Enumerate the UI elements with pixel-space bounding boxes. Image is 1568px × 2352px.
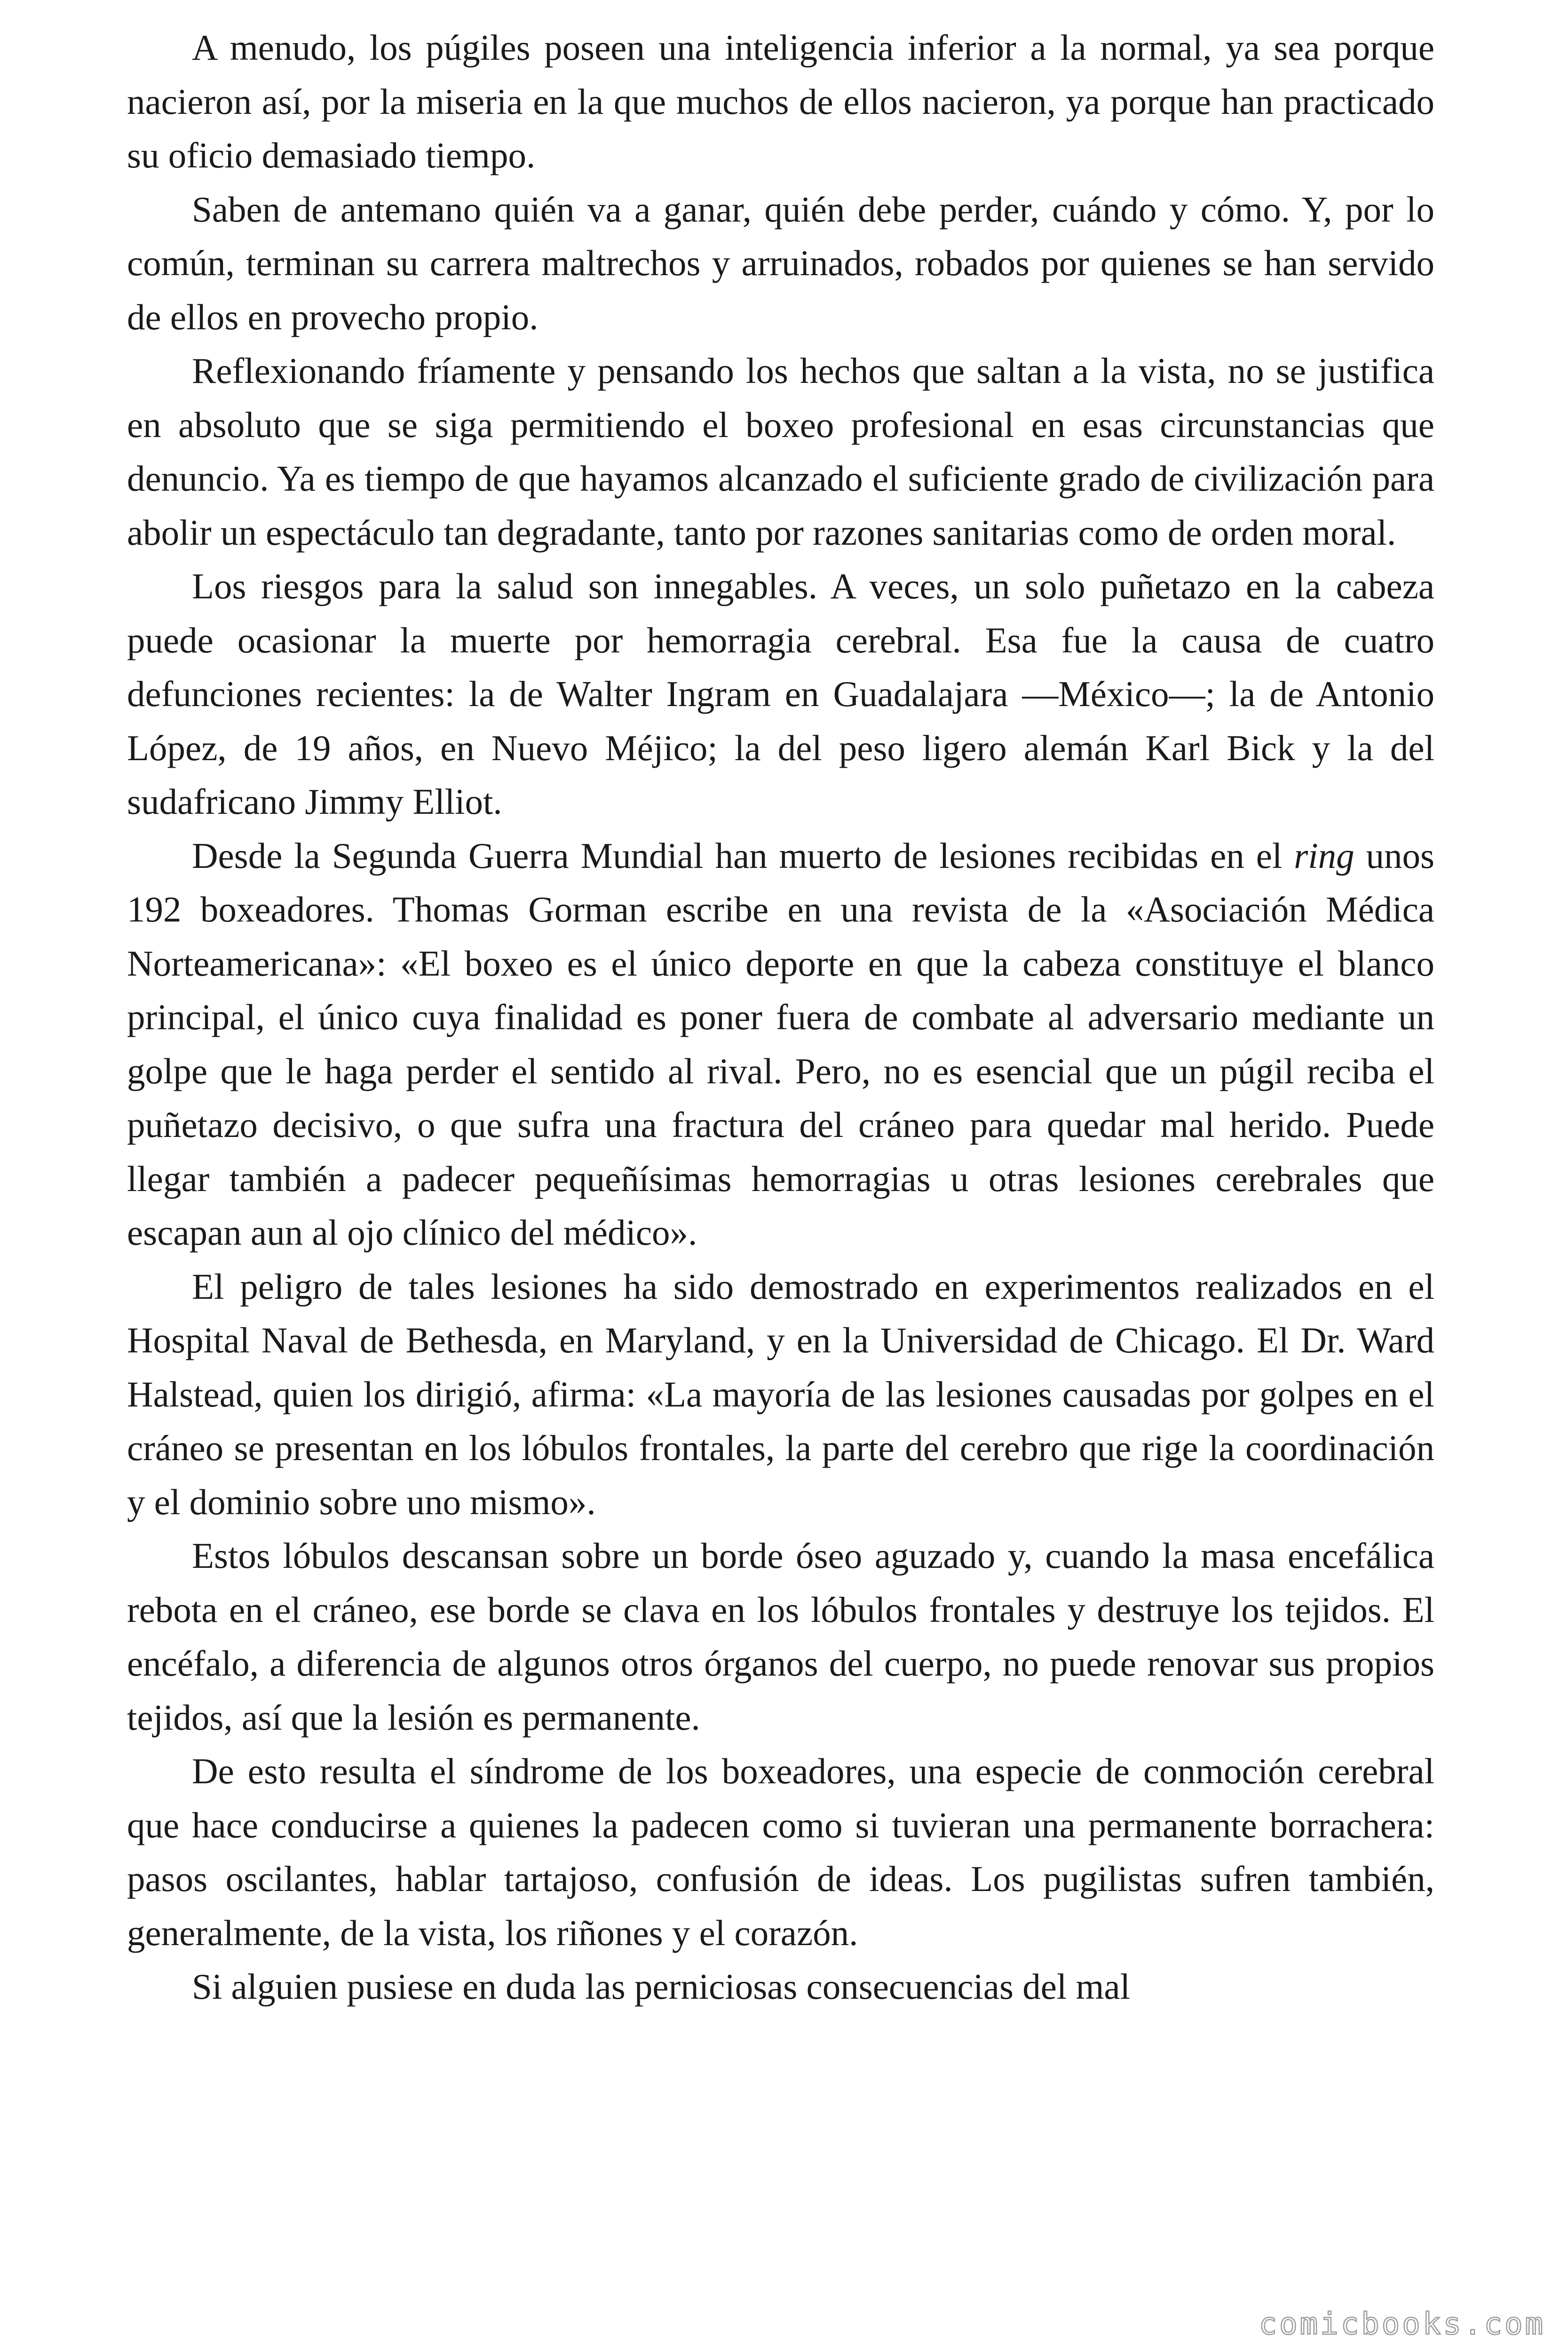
document-page bbox=[127, 21, 1434, 2014]
paragraph-5-part-1: Desde la Segunda Guerra Mundial han muerto de lesiones recibidas en el bbox=[192, 835, 1294, 876]
paragraph-8: De esto resulta el síndrome de los boxeadores, una especie de conmoción cerebral que hace conducirse a quienes la padecen como si tuvieran una permanente borrachera: pasos oscilantes, hablar tartajoso, confusión de ideas. Los pugilistas sufren también, generalmente, de la vista, los riñones y el corazón. bbox=[127, 1751, 1434, 1953]
paragraph-5-part-2: unos 192 boxeadores. Thomas Gorman escribe en una revista de la «Asociación Médica Norteamericana»: «El boxeo es el único deporte en que la cabeza constituye el blanco principal, el único cuya finalidad es poner fuera de combate al adversario mediante un golpe que le haga perder el sentido al rival. Pero, no es esencial que un púgil reciba el puñetazo decisivo, o que sufra una fractura del cráneo para quedar mal herido. Puede llegar también a padecer pequeñísimas hemorragias u otras lesiones cerebrales que escapan aun al ojo clínico del médico». bbox=[127, 835, 1434, 1253]
paragraph-5-italic-term: ring bbox=[1294, 835, 1354, 876]
paragraph-9: Si alguien pusiese en duda las perniciosas consecuencias del mal bbox=[192, 1966, 1130, 2007]
paragraph-1: A menudo, los púgiles poseen una inteligencia inferior a la normal, ya sea porque nacieron así, por la miseria en la que muchos de ellos nacieron, ya porque han practicado su oficio demasiado tiempo. bbox=[127, 27, 1434, 175]
paragraph-4: Los riesgos para la salud son innegables. A veces, un solo puñetazo en la cabeza puede ocasionar la muerte por hemorragia cerebral. Esa fue la causa de cuatro defunciones recientes: la de Walter Ingram en Guadalajara —México—; la de Antonio López, de 19 años, en Nuevo Méjico; la del peso ligero alemán Karl Bick y la del sudafricano Jimmy Elliot. bbox=[127, 566, 1434, 822]
paragraph-3: Reflexionando fríamente y pensando los hechos que saltan a la vista, no se justifica en absoluto que se siga permitiendo el boxeo profesional en esas circunstancias que denuncio. Ya es tiempo de que hayamos alcanzado el suficiente grado de civilización para abolir un espectáculo tan degradante, tanto por razones sanitarias como de orden moral. bbox=[127, 350, 1434, 553]
paragraph-6: El peligro de tales lesiones ha sido demostrado en experimentos realizados en el Hospital Naval de Bethesda, en Maryland, y en la Universidad de Chicago. El Dr. Ward Halstead, quien los dirigió, afirma: «La mayoría de las lesiones causadas por golpes en el cráneo se presentan en los lóbulos frontales, la parte del cerebro que rige la coordinación y el dominio sobre uno mismo». bbox=[127, 1266, 1434, 1522]
paragraph-2: Saben de antemano quién va a ganar, quién debe perder, cuándo y cómo. Y, por lo común, terminan su carrera maltrechos y arruinados, robados por quienes se han servido de ellos en provecho propio. bbox=[127, 189, 1434, 337]
paragraph-5 bbox=[127, 829, 1434, 1260]
paragraph-7: Estos lóbulos descansan sobre un borde óseo aguzado y, cuando la masa encefálica rebota en el cráneo, ese borde se clava en los lóbulos frontales y destruye los tejidos. El encéfalo, a diferencia de algunos otros órganos del cuerpo, no puede renovar sus propios tejidos, así que la lesión es permanente. bbox=[127, 1535, 1434, 1738]
watermark: comicbooks.com bbox=[1259, 2307, 1545, 2342]
